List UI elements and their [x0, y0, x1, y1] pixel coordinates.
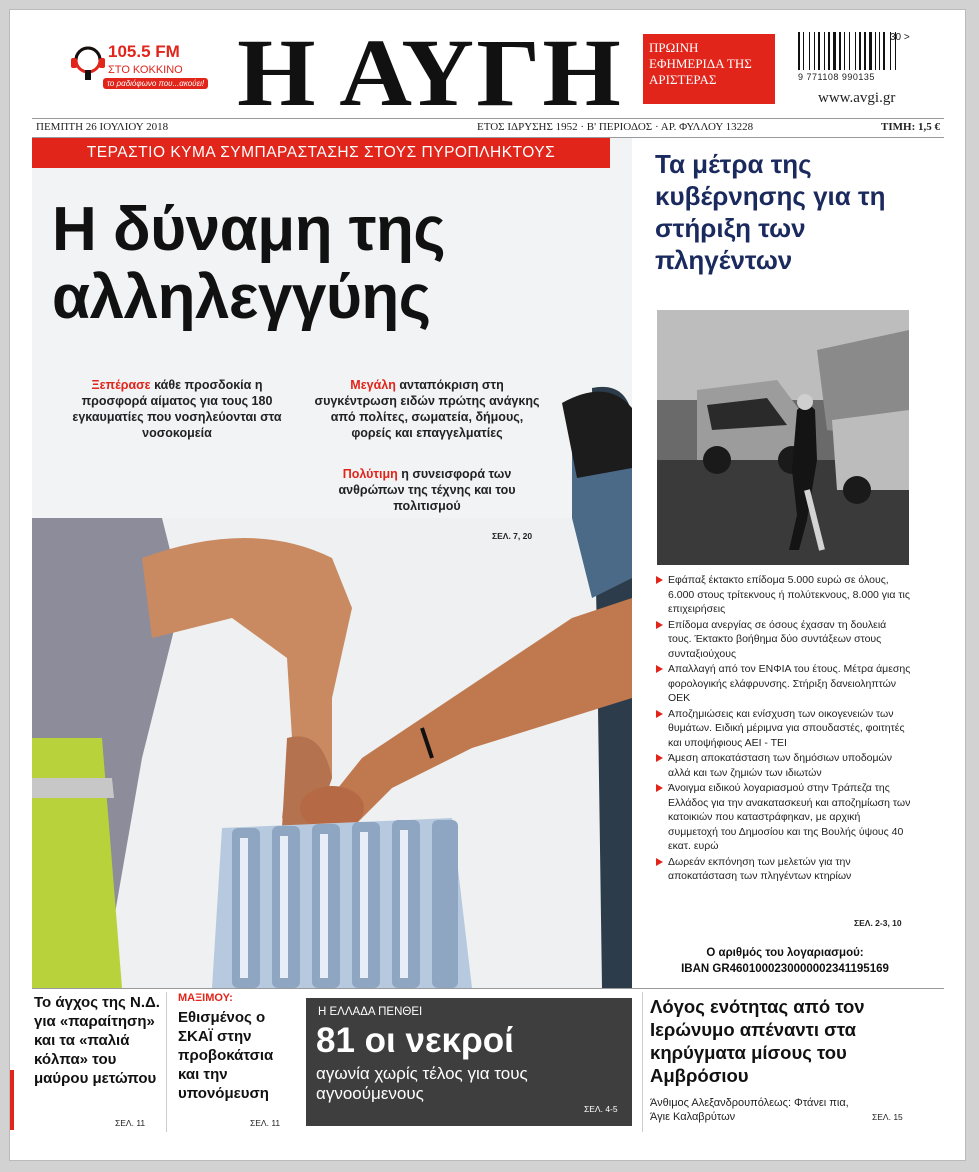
- story1-page-ref: ΣΕΛ. 11: [115, 1118, 146, 1128]
- newspaper-front-page: [10, 10, 965, 1160]
- measure-text: Αποζημιώσεις και ενίσχυση των οικογενειών των θυμάτων. Ειδική μέριμνα για σπουδαστές, φοιτητές και υποψήφιους ΑΕΙ - ΤΕΙ: [668, 707, 905, 749]
- barcode-bar: [864, 32, 866, 70]
- barcode-number: 9 771108 990135: [798, 72, 875, 82]
- measure-text: Άμεση αποκατάσταση των δημόσιων υποδομών αλλά και των ζημιών των ιδιωτών: [668, 752, 893, 779]
- issue-number: 30 >: [890, 32, 910, 43]
- barcode-bar: [805, 32, 808, 70]
- main-bullet-1: [62, 377, 292, 441]
- bottom-divider: [32, 988, 944, 989]
- masthead-tagline: ΠΡΩΙΝΗ ΕΦΗΜΕΡΙΔΑ ΤΗΣ ΑΡΙΣΤΕΡΑΣ: [643, 34, 775, 104]
- story2-kicker: ΜΑΞΙΜΟΥ:: [178, 992, 233, 1004]
- deaths-kicker: Η ΕΛΛΑΔΑ ΠΕΝΘΕΙ: [318, 1006, 423, 1018]
- barcode-bar: [833, 32, 836, 70]
- barcode-bar: [857, 32, 858, 70]
- barcode-bar: [798, 32, 800, 70]
- iban-label: Ο αριθμός του λογαριασμού:: [706, 947, 864, 959]
- main-headline: [52, 196, 612, 332]
- barcode: [798, 32, 898, 70]
- bullet-triangle-icon: [656, 576, 663, 584]
- deaths-page-ref: ΣΕΛ. 4-5: [584, 1104, 618, 1114]
- barcode-bar: [828, 32, 830, 70]
- deaths-headline: 81 οι νεκροί: [316, 1021, 514, 1060]
- measure-text: Εφάπαξ έκτακτο επίδομα 5.000 ευρώ σε όλους, 6.000 στους τρίτεκνους ή πολύτεκνους, 8.000 για τις επιχειρήσεις: [668, 574, 910, 615]
- barcode-bar: [831, 32, 832, 70]
- story4-page-ref: ΣΕΛ. 15: [872, 1112, 903, 1122]
- dateline: [32, 118, 944, 138]
- measure-item: [654, 618, 912, 662]
- main-headline-line1: Η δύναμη της: [52, 195, 446, 264]
- right-page-ref: ΣΕΛ. 2-3, 10: [854, 918, 902, 928]
- bullet2-text: ανταπόκριση στη συγκέντρωση ειδών πρώτης ανάγκης από πολίτες, σωματεία, δήμους, φορείς και επαγγελματίες: [314, 378, 540, 440]
- measure-item: [654, 662, 912, 706]
- barcode-bar: [846, 32, 848, 70]
- barcode-bar: [849, 32, 850, 70]
- barcode-bar: [862, 32, 863, 70]
- barcode-bar: [876, 32, 878, 70]
- measure-item: [654, 781, 912, 854]
- barcode-bar: [816, 32, 817, 70]
- price: ΤΙΜΗ: 1,5 €: [881, 121, 940, 133]
- barcode-bar: [811, 32, 813, 70]
- bullet-triangle-icon: [656, 784, 663, 792]
- barcode-bar: [837, 32, 838, 70]
- barcode-bar: [855, 32, 856, 70]
- barcode-bar: [826, 32, 827, 70]
- barcode-bar: [851, 32, 854, 70]
- column-divider: [166, 992, 167, 1132]
- right-headline: Τα μέτρα της κυβέρνησης για τη στήριξη των πληγέντων: [655, 149, 886, 275]
- issue-date: ΠΕΜΠΤΗ 26 ΙΟΥΛΙΟΥ 2018: [36, 121, 169, 133]
- story2-page-ref: ΣΕΛ. 11: [250, 1118, 281, 1128]
- main-bullet-3: [312, 466, 542, 514]
- issue-info: ΕΤΟΣ ΙΔΡΥΣΗΣ 1952 · Β' ΠΕΡΙΟΔΟΣ · ΑΡ. ΦΥΛΛΟΥ 13228: [477, 121, 754, 133]
- barcode-bar: [844, 32, 845, 70]
- edge-color-mark: [10, 1070, 14, 1130]
- measure-item: [654, 573, 912, 617]
- measure-text: Επίδομα ανεργίας σε όσους έχασαν τη δουλειά τους. Έκτακτο βοήθημα δύο συντάξεων στους συνταξιούχους: [668, 618, 887, 660]
- story-ieronymos: Λόγος ενότητας από τον Ιερώνυμο απέναντι στα κηρύγματα μίσους του Αμβρόσιου: [650, 996, 865, 1086]
- measure-text: Άνοιγμα ειδικού λογαριασμού στην Τράπεζα της Ελλάδος για την ανακατασκευή και αποζημίωση των κατοικιών που καταστράφηκαν, με αρχική συμμετοχή του Δημοσίου και της Βουλής ύψους 40 εκατ. ευρώ: [668, 782, 911, 852]
- barcode-bar: [803, 32, 804, 70]
- barcode-bar: [886, 32, 889, 70]
- deaths-subhead: αγωνία χωρίς τέλος για τους αγνοούμενους: [316, 1064, 528, 1103]
- barcode-bar: [821, 32, 824, 70]
- bullet-triangle-icon: [656, 665, 663, 673]
- barcode-bar: [824, 32, 825, 70]
- measure-text: Δωρεάν εκπόνηση των μελετών για την αποκατάσταση των πληγέντων κτηρίων: [668, 855, 852, 882]
- radio-tagline: το ραδιόφωνο που...ακούει!: [103, 78, 208, 89]
- barcode-bar: [859, 32, 861, 70]
- barcode-bar: [867, 32, 868, 70]
- bullet-triangle-icon: [656, 754, 663, 762]
- main-page-ref: ΣΕΛ. 7, 20: [492, 531, 533, 541]
- bullet3-text: η συνεισφορά των ανθρώπων της τέχνης και του πολιτισμού: [338, 467, 516, 513]
- website-url[interactable]: www.avgi.gr: [818, 90, 896, 106]
- barcode-bar: [881, 32, 882, 70]
- measures-list: [654, 573, 912, 885]
- barcode-bar: [883, 32, 885, 70]
- bullet3-highlight: Πολύτιμη: [342, 467, 398, 481]
- barcode-bar: [809, 32, 810, 70]
- barcode-bar: [818, 32, 820, 70]
- burned-cars-photo: [657, 310, 909, 565]
- radio-frequency: 105.5 FM: [108, 42, 180, 61]
- measure-item: [654, 707, 912, 751]
- bullet1-highlight: Ξεπέρασε: [91, 378, 151, 392]
- bullet-triangle-icon: [656, 858, 663, 866]
- barcode-bar: [839, 32, 841, 70]
- bullet-triangle-icon: [656, 710, 663, 718]
- barcode-bar: [814, 32, 815, 70]
- bullet1-text: κάθε προσδοκία η προσφορά αίματος για τους 180 εγκαυματίες που νοσηλεύονται στα νοσοκομεία: [72, 378, 282, 440]
- barcode-bar: [869, 32, 872, 70]
- main-bullet-2: [312, 377, 542, 441]
- barcode-bar: [875, 32, 876, 70]
- measure-item: [654, 855, 912, 884]
- iban-number: IBAN GR4601000230000002341195169: [681, 963, 889, 975]
- measure-item: [654, 751, 912, 780]
- main-kicker: ΤΕΡΑΣΤΙΟ ΚΥΜΑ ΣΥΜΠΑΡΑΣΤΑΣΗΣ ΣΤΟΥΣ ΠΥΡΟΠΛΗΚΤΟΥΣ: [32, 138, 610, 168]
- barcode-bar: [873, 32, 874, 70]
- story-skai: Εθισμένος ο ΣΚΑΪ στην προβοκάτσια και την υπονόμευση: [178, 1009, 274, 1102]
- barcode-bar: [842, 32, 843, 70]
- main-headline-line2: αλληλεγγύης: [52, 263, 431, 332]
- barcode-bar: [801, 32, 802, 70]
- radio-name: ΣΤΟ ΚΟΚΚΙΝΟ: [108, 64, 183, 76]
- story4-caption: Άνθιμος Αλεξανδρουπόλεως: Φτάνει πια, Άγιε Καλαβρύτων: [650, 1097, 849, 1123]
- column-divider-2: [642, 992, 643, 1132]
- masthead-title: Η ΑΥΓΗ: [237, 19, 623, 126]
- measure-text: Απαλλαγή από τον ΕΝΦΙΑ του έτους. Μέτρα άμεσης φορολογικής ελάφρυνσης. Στήριξη δανειοληπτών ΟΕΚ: [668, 663, 911, 704]
- story-nd-anxiety: Το άγχος της Ν.Δ. για «παραίτηση» και τα «παλιά κόλπα» του μαύρου μετώπου: [34, 994, 160, 1087]
- bullet-triangle-icon: [656, 621, 663, 629]
- barcode-bar: [879, 32, 880, 70]
- bullet2-highlight: Μεγάλη: [350, 378, 396, 392]
